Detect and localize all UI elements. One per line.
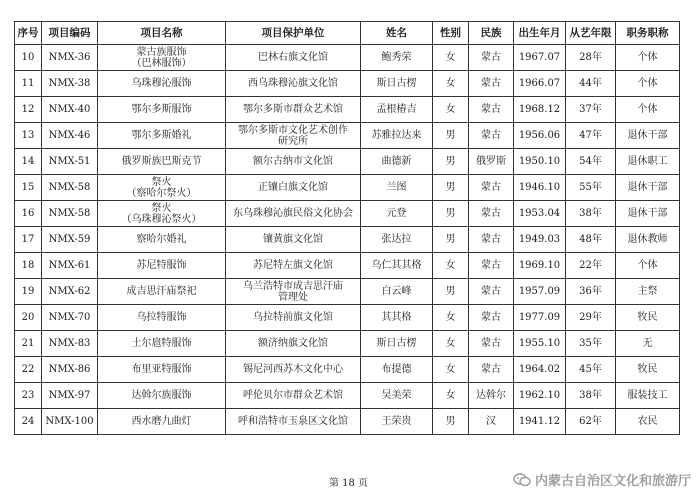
cell-code: NMX-36 — [42, 45, 98, 71]
cell-name-line: 祭火 — [151, 176, 172, 188]
cell-title: 退休干部 — [616, 201, 680, 227]
cell-person: 兰图 — [361, 175, 433, 201]
cell-no: 19 — [15, 279, 42, 305]
cell-name — [98, 149, 226, 175]
cell-years: 55年 — [566, 175, 616, 201]
cell-years: 45年 — [566, 357, 616, 383]
cell-title: 退休职工 — [616, 149, 680, 175]
cell-name — [98, 409, 226, 435]
cell-ethnic: 蒙古 — [469, 357, 514, 383]
cell-name-line: 乌珠穆沁服饰 — [131, 78, 192, 89]
cell-code: NMX-83 — [42, 331, 98, 357]
cell-person: 张达拉 — [361, 227, 433, 253]
cell-person: 王荣贵 — [361, 409, 433, 435]
cell-years: 22年 — [566, 253, 616, 279]
table-row — [15, 149, 680, 175]
cell-no: 12 — [15, 97, 42, 123]
table-body — [15, 45, 680, 435]
cell-unit-line: 呼和浩特市玉泉区文化馆 — [238, 416, 348, 427]
cell-no: 14 — [15, 149, 42, 175]
cell-code: NMX-58 — [42, 175, 98, 201]
cell-gender: 男 — [433, 279, 469, 305]
cell-unit — [226, 201, 361, 227]
cell-birth: 1953.04 — [514, 201, 566, 227]
cell-name — [98, 201, 226, 227]
cell-gender: 女 — [433, 383, 469, 409]
cell-years: 37年 — [566, 97, 616, 123]
cell-unit — [226, 227, 361, 253]
cell-unit — [226, 45, 361, 71]
cell-ethnic: 蒙古 — [469, 305, 514, 331]
header-gender: 性别 — [433, 22, 469, 45]
cell-birth: 1964.02 — [514, 357, 566, 383]
cell-ethnic: 达斡尔 — [469, 383, 514, 409]
cell-gender: 男 — [433, 149, 469, 175]
inheritors-table — [14, 21, 680, 435]
cell-name-line: 蒙古族服饰 — [136, 46, 187, 58]
table-row — [15, 305, 680, 331]
cell-unit-line: 苏尼特左旗文化馆 — [253, 260, 333, 271]
table-row — [15, 383, 680, 409]
cell-unit — [226, 305, 361, 331]
cell-title: 牧民 — [616, 357, 680, 383]
cell-birth: 1956.06 — [514, 123, 566, 149]
cell-gender: 女 — [433, 305, 469, 331]
table-row — [15, 253, 680, 279]
cell-title: 服装技工 — [616, 383, 680, 409]
cell-ethnic: 俄罗斯 — [469, 149, 514, 175]
cell-gender: 女 — [433, 45, 469, 71]
table-row — [15, 45, 680, 71]
cell-unit-line: 管理处 — [278, 291, 308, 303]
cell-code: NMX-38 — [42, 71, 98, 97]
cell-name — [98, 357, 226, 383]
cell-name-line: （乌珠穆沁祭火） — [121, 213, 202, 225]
cell-name — [98, 331, 226, 357]
cell-gender: 女 — [433, 253, 469, 279]
cell-ethnic: 蒙古 — [469, 175, 514, 201]
cell-unit — [226, 279, 361, 305]
header-years: 从艺年限 — [566, 22, 616, 45]
cell-person: 孟根樁吉 — [361, 97, 433, 123]
cell-birth: 1957.09 — [514, 279, 566, 305]
cell-years: 44年 — [566, 71, 616, 97]
cell-name-line: （巴林服饰） — [131, 57, 192, 69]
cell-name — [98, 175, 226, 201]
cell-gender: 男 — [433, 201, 469, 227]
cell-birth: 1967.07 — [514, 45, 566, 71]
cell-unit — [226, 357, 361, 383]
cell-unit-line: 乌拉特前旗文化馆 — [253, 312, 333, 323]
cell-birth: 1968.12 — [514, 97, 566, 123]
header-person: 姓名 — [361, 22, 433, 45]
cell-birth: 1962.10 — [514, 383, 566, 409]
cell-unit-line: 额济纳旗文化馆 — [258, 338, 328, 349]
header-unit: 项目保护单位 — [226, 22, 361, 45]
cell-unit — [226, 71, 361, 97]
cell-name — [98, 97, 226, 123]
table-header-row — [15, 22, 680, 45]
cell-no: 24 — [15, 409, 42, 435]
page-number: 第 18 页 — [328, 478, 369, 489]
wechat-icon — [513, 473, 531, 487]
cell-title: 牧民 — [616, 305, 680, 331]
cell-unit-line: 东乌珠穆沁旗民俗文化协会 — [233, 208, 353, 219]
header-no: 序号 — [15, 22, 42, 45]
cell-name-line: 鄂尔多斯服饰 — [131, 104, 192, 115]
cell-no: 21 — [15, 331, 42, 357]
cell-birth: 1946.10 — [514, 175, 566, 201]
header-birth: 出生年月 — [514, 22, 566, 45]
cell-ethnic: 汉 — [469, 409, 514, 435]
cell-gender: 女 — [433, 331, 469, 357]
cell-ethnic: 蒙古 — [469, 97, 514, 123]
cell-code: NMX-97 — [42, 383, 98, 409]
cell-person: 斯日古楞 — [361, 71, 433, 97]
cell-no: 23 — [15, 383, 42, 409]
cell-unit-line: 正镶白旗文化馆 — [258, 182, 328, 193]
cell-years: 38年 — [566, 383, 616, 409]
cell-ethnic: 蒙古 — [469, 71, 514, 97]
cell-ethnic: 蒙古 — [469, 45, 514, 71]
cell-name-line: 俄罗斯族巴斯克节 — [121, 156, 202, 167]
cell-unit-line: 鄂尔多斯市文化艺术创作 — [238, 124, 348, 136]
cell-unit — [226, 175, 361, 201]
cell-unit-line: 乌兰浩特市成吉思汗庙 — [243, 280, 343, 292]
cell-title: 个体 — [616, 71, 680, 97]
cell-code: NMX-58 — [42, 201, 98, 227]
cell-years: 38年 — [566, 201, 616, 227]
cell-gender: 男 — [433, 175, 469, 201]
cell-name — [98, 123, 226, 149]
cell-name-line: 西水磨九曲灯 — [131, 416, 192, 427]
cell-unit — [226, 409, 361, 435]
cell-name — [98, 45, 226, 71]
cell-title: 个体 — [616, 97, 680, 123]
cell-person: 乌仁其其格 — [361, 253, 433, 279]
cell-gender: 男 — [433, 409, 469, 435]
cell-no: 16 — [15, 201, 42, 227]
cell-no: 11 — [15, 71, 42, 97]
table-row — [15, 123, 680, 149]
cell-unit-line: 锡尼河西苏木文化中心 — [243, 364, 343, 375]
cell-birth: 1950.10 — [514, 149, 566, 175]
cell-no: 22 — [15, 357, 42, 383]
cell-unit-line: 额尔古纳市文化馆 — [253, 156, 333, 167]
cell-title: 主祭 — [616, 279, 680, 305]
cell-title: 农民 — [616, 409, 680, 435]
cell-unit-line: 呼伦贝尔市群众艺术馆 — [243, 390, 343, 401]
table-row — [15, 71, 680, 97]
header-ethnic: 民族 — [469, 22, 514, 45]
cell-person: 白云峰 — [361, 279, 433, 305]
cell-name-line: 祭火 — [151, 202, 172, 214]
cell-code: NMX-86 — [42, 357, 98, 383]
cell-gender: 男 — [433, 123, 469, 149]
cell-years: 36年 — [566, 279, 616, 305]
cell-title: 退休干部 — [616, 175, 680, 201]
cell-code: NMX-61 — [42, 253, 98, 279]
cell-unit — [226, 97, 361, 123]
cell-years: 48年 — [566, 227, 616, 253]
watermark-text: 内蒙古自治区文化和旅游厅 — [534, 474, 691, 489]
cell-unit-line: 研究所 — [278, 135, 308, 147]
cell-code: NMX-40 — [42, 97, 98, 123]
table-row — [15, 227, 680, 253]
cell-name-line: 成吉思汗庙祭祀 — [126, 286, 197, 297]
cell-person: 吴美荣 — [361, 383, 433, 409]
cell-name — [98, 383, 226, 409]
cell-name-line: 苏尼特服饰 — [136, 260, 187, 271]
cell-birth: 1969.10 — [514, 253, 566, 279]
cell-title: 个体 — [616, 253, 680, 279]
header-title: 职务职称 — [616, 22, 680, 45]
cell-name-line: 鄂尔多斯婚礼 — [131, 130, 192, 141]
cell-birth: 1949.03 — [514, 227, 566, 253]
cell-years: 35年 — [566, 331, 616, 357]
cell-person: 曲德新 — [361, 149, 433, 175]
table-row — [15, 97, 680, 123]
cell-person: 苏雅拉达来 — [361, 123, 433, 149]
header-name: 项目名称 — [98, 22, 226, 45]
cell-code: NMX-51 — [42, 149, 98, 175]
cell-title: 退休教师 — [616, 227, 680, 253]
cell-name-line: 土尔扈特服饰 — [131, 338, 192, 349]
cell-code: NMX-100 — [42, 409, 98, 435]
cell-ethnic: 蒙古 — [469, 253, 514, 279]
cell-unit-line: 巴林右旗文化馆 — [258, 52, 328, 63]
cell-no: 17 — [15, 227, 42, 253]
cell-years: 54年 — [566, 149, 616, 175]
cell-no: 10 — [15, 45, 42, 71]
table-row — [15, 279, 680, 305]
cell-person: 元登 — [361, 201, 433, 227]
cell-name-line: （察哈尔祭火） — [126, 187, 197, 199]
table-row — [15, 201, 680, 227]
cell-person: 布提德 — [361, 357, 433, 383]
cell-code: NMX-59 — [42, 227, 98, 253]
cell-no: 20 — [15, 305, 42, 331]
cell-years: 62年 — [566, 409, 616, 435]
cell-unit — [226, 149, 361, 175]
cell-no: 18 — [15, 253, 42, 279]
cell-unit — [226, 383, 361, 409]
cell-ethnic: 蒙古 — [469, 331, 514, 357]
cell-gender: 男 — [433, 227, 469, 253]
cell-unit-line: 镶黄旗文化馆 — [263, 234, 323, 245]
cell-years: 28年 — [566, 45, 616, 71]
cell-name-line: 察哈尔婚礼 — [136, 234, 187, 245]
cell-gender: 女 — [433, 357, 469, 383]
cell-birth: 1966.07 — [514, 71, 566, 97]
cell-unit — [226, 123, 361, 149]
cell-no: 15 — [15, 175, 42, 201]
cell-name — [98, 227, 226, 253]
cell-code: NMX-70 — [42, 305, 98, 331]
cell-ethnic: 蒙古 — [469, 279, 514, 305]
cell-code: NMX-62 — [42, 279, 98, 305]
cell-gender: 女 — [433, 97, 469, 123]
header-code: 项目编码 — [42, 22, 98, 45]
cell-code: NMX-46 — [42, 123, 98, 149]
cell-birth: 1977.09 — [514, 305, 566, 331]
table-row — [15, 357, 680, 383]
cell-person: 鲍秀荣 — [361, 45, 433, 71]
cell-title: 退休干部 — [616, 123, 680, 149]
cell-gender: 女 — [433, 71, 469, 97]
table-row — [15, 175, 680, 201]
cell-name — [98, 279, 226, 305]
table-row — [15, 331, 680, 357]
cell-ethnic: 蒙古 — [469, 123, 514, 149]
table-row — [15, 409, 680, 435]
cell-unit — [226, 331, 361, 357]
cell-ethnic: 蒙古 — [469, 201, 514, 227]
cell-title: 个体 — [616, 45, 680, 71]
cell-no: 13 — [15, 123, 42, 149]
cell-person: 其其格 — [361, 305, 433, 331]
cell-name-line: 达斡尔族服饰 — [131, 390, 192, 401]
cell-birth: 1955.10 — [514, 331, 566, 357]
cell-birth: 1941.12 — [514, 409, 566, 435]
cell-name-line: 布里亚特服饰 — [131, 364, 192, 375]
cell-name — [98, 305, 226, 331]
cell-ethnic: 蒙古 — [469, 227, 514, 253]
cell-unit — [226, 253, 361, 279]
cell-name-line: 乌拉特服饰 — [136, 312, 187, 323]
cell-years: 29年 — [566, 305, 616, 331]
cell-title: 无 — [616, 331, 680, 357]
cell-person: 斯日古楞 — [361, 331, 433, 357]
cell-name — [98, 71, 226, 97]
cell-years: 47年 — [566, 123, 616, 149]
cell-name — [98, 253, 226, 279]
watermark — [513, 470, 691, 489]
cell-unit-line: 鄂尔多斯市群众艺术馆 — [243, 104, 343, 115]
cell-unit-line: 西乌珠穆沁旗文化馆 — [248, 78, 338, 89]
